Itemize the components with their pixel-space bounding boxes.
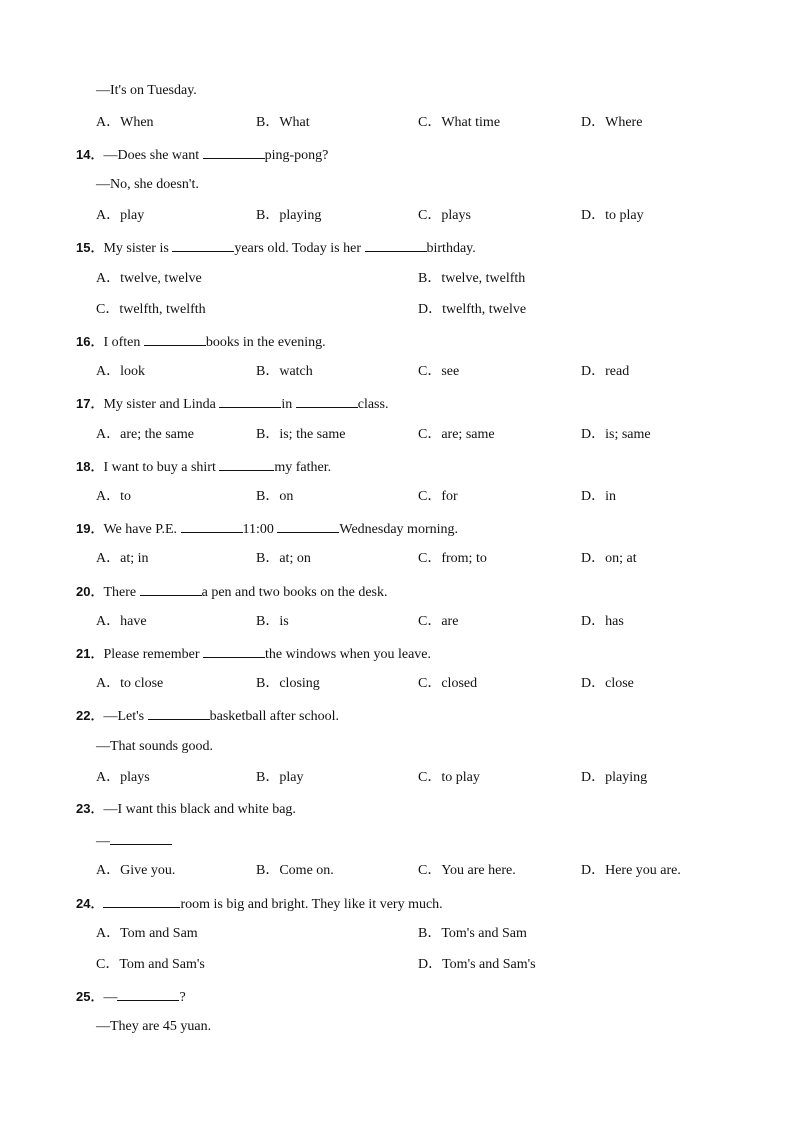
question-number: 23． bbox=[76, 801, 104, 816]
answer-blank bbox=[219, 457, 274, 471]
q20-stem: 20．There a pen and two books on the desk. bbox=[76, 584, 388, 600]
q24-stem: 24． room is big and bright. They like it very much. bbox=[76, 896, 443, 912]
q17-option-c[interactable]: C．are; same bbox=[418, 427, 495, 442]
q19-option-d[interactable]: D．on; at bbox=[581, 551, 637, 566]
q18-option-d[interactable]: D．in bbox=[581, 489, 616, 504]
answer-blank bbox=[144, 332, 206, 346]
q23-option-a[interactable]: A．Give you. bbox=[96, 863, 176, 878]
q24-option-a[interactable]: A．Tom and Sam bbox=[96, 926, 198, 941]
q17-option-d[interactable]: D．is; same bbox=[581, 427, 651, 442]
q19-option-a[interactable]: A．at; in bbox=[96, 551, 149, 566]
q14-stem: 14．—Does she want ping-pong? bbox=[76, 147, 329, 163]
answer-blank bbox=[219, 394, 281, 408]
q25-stem: 25．— ? bbox=[76, 989, 186, 1005]
answer-blank bbox=[140, 582, 202, 596]
question-number: 17． bbox=[76, 396, 104, 411]
question-number: 18． bbox=[76, 459, 104, 474]
answer-blank bbox=[148, 706, 210, 720]
q20-option-c[interactable]: C．are bbox=[418, 614, 459, 629]
q15-option-a[interactable]: A．twelve, twelve bbox=[96, 271, 202, 286]
q14-option-a[interactable]: A．play bbox=[96, 208, 145, 223]
q14-option-c[interactable]: C．plays bbox=[418, 208, 471, 223]
q21-option-c[interactable]: C．closed bbox=[418, 676, 478, 691]
q23-option-b[interactable]: B．Come on. bbox=[256, 863, 334, 878]
q18-option-b[interactable]: B．on bbox=[256, 489, 294, 504]
question-number: 25． bbox=[76, 989, 104, 1004]
answer-blank bbox=[172, 238, 234, 252]
q25-answer-line: —They are 45 yuan. bbox=[96, 1019, 212, 1034]
q19-option-c[interactable]: C．from; to bbox=[418, 551, 487, 566]
answer-blank bbox=[277, 519, 339, 533]
q19-option-b[interactable]: B．at; on bbox=[256, 551, 311, 566]
question-number: 24． bbox=[76, 896, 104, 911]
q16-option-a[interactable]: A．look bbox=[96, 364, 145, 379]
q24-option-d[interactable]: D．Tom's and Sam's bbox=[418, 957, 536, 972]
q18-option-a[interactable]: A．to bbox=[96, 489, 131, 504]
q19-stem: 19．We have P.E. 11:00 Wednesday morning. bbox=[76, 521, 458, 537]
question-number: 16． bbox=[76, 334, 104, 349]
question-number: 19． bbox=[76, 521, 104, 536]
q16-option-c[interactable]: C．see bbox=[418, 364, 460, 379]
answer-blank bbox=[103, 894, 180, 908]
q14-answer-line: —No, she doesn't. bbox=[96, 177, 199, 192]
q16-option-d[interactable]: D．read bbox=[581, 364, 630, 379]
q15-option-d[interactable]: D．twelfth, twelve bbox=[418, 302, 527, 317]
q24-option-b[interactable]: B．Tom's and Sam bbox=[418, 926, 527, 941]
q16-option-b[interactable]: B．watch bbox=[256, 364, 313, 379]
answer-blank bbox=[181, 519, 243, 533]
answer-blank bbox=[365, 238, 427, 252]
q17-option-a[interactable]: A．are; the same bbox=[96, 427, 194, 442]
q20-option-d[interactable]: D．has bbox=[581, 614, 624, 629]
question-number: 14． bbox=[76, 147, 104, 162]
q17-option-b[interactable]: B．is; the same bbox=[256, 427, 346, 442]
q22-stem: 22．—Let's basketball after school. bbox=[76, 708, 340, 724]
question-number: 21． bbox=[76, 646, 104, 661]
question-number: 22． bbox=[76, 708, 104, 723]
q13-answer-line: —It's on Tuesday. bbox=[96, 83, 197, 98]
q20-option-a[interactable]: A．have bbox=[96, 614, 147, 629]
q13-option-b[interactable]: B．What bbox=[256, 115, 310, 130]
q22-option-d[interactable]: D．playing bbox=[581, 770, 648, 785]
q22-answer-line: —That sounds good. bbox=[96, 739, 214, 754]
q23-option-c[interactable]: C．You are here. bbox=[418, 863, 516, 878]
q13-option-a[interactable]: A．When bbox=[96, 115, 154, 130]
q15-option-c[interactable]: C．twelfth, twelfth bbox=[96, 302, 206, 317]
q13-option-c[interactable]: C．What time bbox=[418, 115, 501, 130]
question-number: 15． bbox=[76, 240, 104, 255]
q21-stem: 21．Please remember the windows when you leave. bbox=[76, 646, 432, 662]
q21-option-d[interactable]: D．close bbox=[581, 676, 634, 691]
q20-option-b[interactable]: B．is bbox=[256, 614, 289, 629]
q24-option-c[interactable]: C．Tom and Sam's bbox=[96, 957, 205, 972]
answer-blank bbox=[117, 987, 179, 1001]
q14-option-d[interactable]: D．to play bbox=[581, 208, 644, 223]
q15-stem: 15．My sister is years old. Today is her birthday. bbox=[76, 240, 476, 256]
q13-option-d[interactable]: D．Where bbox=[581, 115, 643, 130]
answer-blank bbox=[110, 831, 172, 845]
q22-option-a[interactable]: A．plays bbox=[96, 770, 150, 785]
q17-stem: 17．My sister and Linda in class. bbox=[76, 396, 389, 412]
q16-stem: 16．I often books in the evening. bbox=[76, 334, 326, 350]
answer-blank bbox=[203, 644, 265, 658]
q21-option-a[interactable]: A．to close bbox=[96, 676, 164, 691]
answer-blank bbox=[296, 394, 358, 408]
q23-stem: 23．—I want this black and white bag. bbox=[76, 801, 296, 817]
q23-answer-line: — bbox=[96, 831, 172, 851]
q21-option-b[interactable]: B．closing bbox=[256, 676, 320, 691]
question-number: 20． bbox=[76, 584, 104, 599]
q14-option-b[interactable]: B．playing bbox=[256, 208, 322, 223]
q22-option-b[interactable]: B．play bbox=[256, 770, 304, 785]
answer-blank bbox=[203, 145, 265, 159]
q15-option-b[interactable]: B．twelve, twelfth bbox=[418, 271, 526, 286]
q18-option-c[interactable]: C．for bbox=[418, 489, 458, 504]
q23-option-d[interactable]: D．Here you are. bbox=[581, 863, 681, 878]
q18-stem: 18．I want to buy a shirt my father. bbox=[76, 459, 332, 475]
q22-option-c[interactable]: C．to play bbox=[418, 770, 480, 785]
